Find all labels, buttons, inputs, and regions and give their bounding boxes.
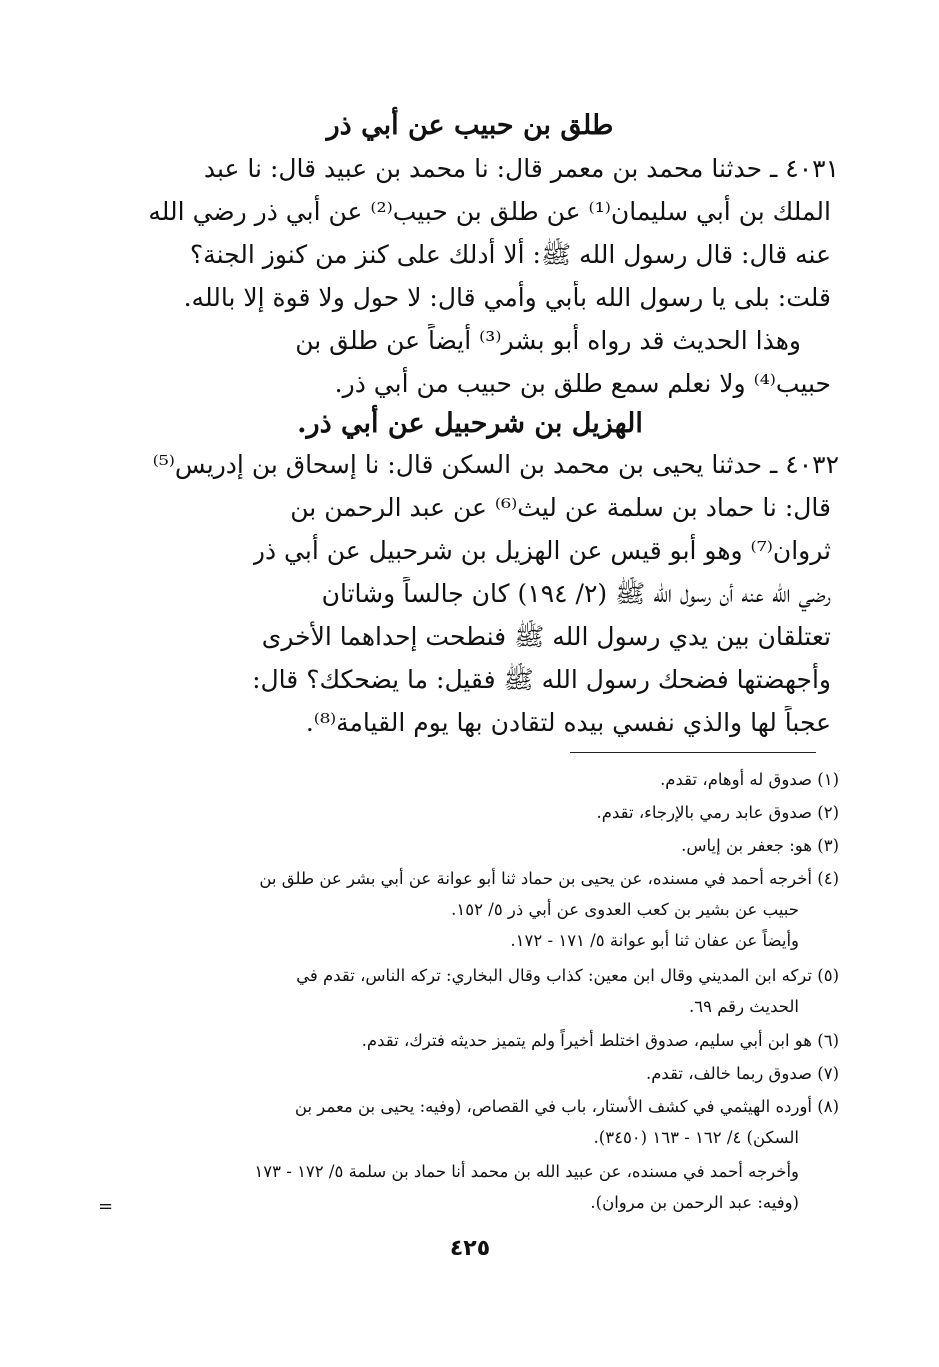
hadith-line: حدثنا محمد بن معمر قال: نا محمد بن عبيد قال: نا عبد [203,154,763,183]
footnote-4: (٤) أخرجه أحمد في مسنده، عن يحيى بن حماد ثنا أبو عوانة عن أبي بشر عن طلق بن [259,869,839,888]
footnote-4-cont: وأيضاً عن عفان ثنا أبو عوانة ٥/ ١٧١ - ١٧٢. [510,931,799,950]
hadith-line: حبيب⁽⁴⁾ ولا نعلم سمع طلق بن حبيب من أبي ذر. [334,369,831,398]
hadith-line: ثروان⁽⁷⁾ وهو أبو قيس عن الهزيل بن شرحبيل عن أبي ذر [252,536,831,565]
hadith-number: ٤٠٣٢ [785,450,839,479]
footnote-5-cont: الحديث رقم ٦٩. [688,997,799,1016]
footnote-2: (٢) صدوق عابد رمي بالإرجاء، تقدم. [596,803,839,822]
hadith-number-4032: ٤٠٣٢ ـ حدثنا يحيى بن محمد بن السكن قال: نا إسحاق بن إدريس⁽⁵⁾ [152,450,839,479]
hadith-line: قال: نا حماد بن سلمة عن ليث⁽⁶⁾ عن عبد الرحمن بن [290,493,831,522]
footnote-4-cont: حبيب عن بشير بن كعب العدوى عن أبي ذر ٥/ ١٥٢. [451,900,799,919]
footnote-8-cont: السكن) ٤/ ١٦٢ - ١٦٣ (٣٤٥٠). [593,1128,799,1147]
hadith-line: حدثنا يحيى بن محمد بن السكن قال: نا إسحاق بن إدريس⁽⁵⁾ [152,450,763,479]
footnote-8: (٨) أورده الهيثمي في كشف الأستار، باب في القصاص، (وفيه: يحيى بن معمر بن [294,1097,839,1116]
hadith-line: عنه قال: قال رسول الله ﷺ: ألا أدلك على كنز من كنوز الجنة؟ [189,240,831,269]
footnote-8-cont: وأخرجه أحمد في مسنده، عن عبيد الله بن محمد أنا حماد بن سلمة ٥/ ١٧٢ - ١٧٣ [254,1162,799,1181]
hadith-line: وهذا الحديث قد رواه أبو بشر⁽³⁾ أيضاً عن طلق بن [295,326,801,355]
hadith-line: قلت: بلى يا رسول الله بأبي وأمي قال: لا حول ولا قوة إلا بالله. [183,283,831,312]
section-heading-talq: طلق بن حبيب عن أبي ذر [326,110,614,141]
footnote-separator [570,752,816,753]
hadith-number-4031: ٤٠٣١ ـ حدثنا محمد بن معمر قال: نا محمد بن عبيد قال: نا عبد [203,154,839,183]
continuation-mark: = [98,1196,114,1217]
footnote-3: (٣) هو: جعفر بن إياس. [681,836,839,855]
hadith-line: الملك بن أبي سليمان⁽¹⁾ عن طلق بن حبيب⁽²⁾ عن أبي ذر رضي الله [148,197,831,226]
page-number: ٤٢٥ [449,1236,491,1261]
hadith-line: تعتلقان بين يدي رسول الله ﷺ فنطحت إحداهما الأخرى [261,622,831,651]
hadith-line: عجباً لها والذي نفسي بيده لتقادن بها يوم القيامة⁽⁸⁾. [305,708,831,737]
section-heading-huzayl: الهزيل بن شرحبيل عن أبي ذر. [297,408,643,439]
hadith-line: رضي الله عنه أن رسول الله ﷺ (٢/ ١٩٤) كان جالساً وشاتان [321,579,831,608]
footnote-8-cont: (وفيه: عبد الرحمن بن مروان). [590,1193,799,1212]
hadith-line: وأجهضتها فضحك رسول الله ﷺ فقيل: ما يضحكك؟ قال: [252,665,831,694]
hadith-number: ٤٠٣١ [785,154,839,183]
footnote-7: (٧) صدوق ربما خالف، تقدم. [645,1064,839,1083]
footnote-1: (١) صدوق له أوهام، تقدم. [660,770,839,789]
footnote-6: (٦) هو ابن أبي سليم، صدوق اختلط أخيراً ولم يتميز حديثه فترك، تقدم. [361,1031,839,1050]
footnote-5: (٥) تركه ابن المديني وقال ابن معين: كذاب وقال البخاري: تركه الناس، تقدم في [296,966,839,985]
